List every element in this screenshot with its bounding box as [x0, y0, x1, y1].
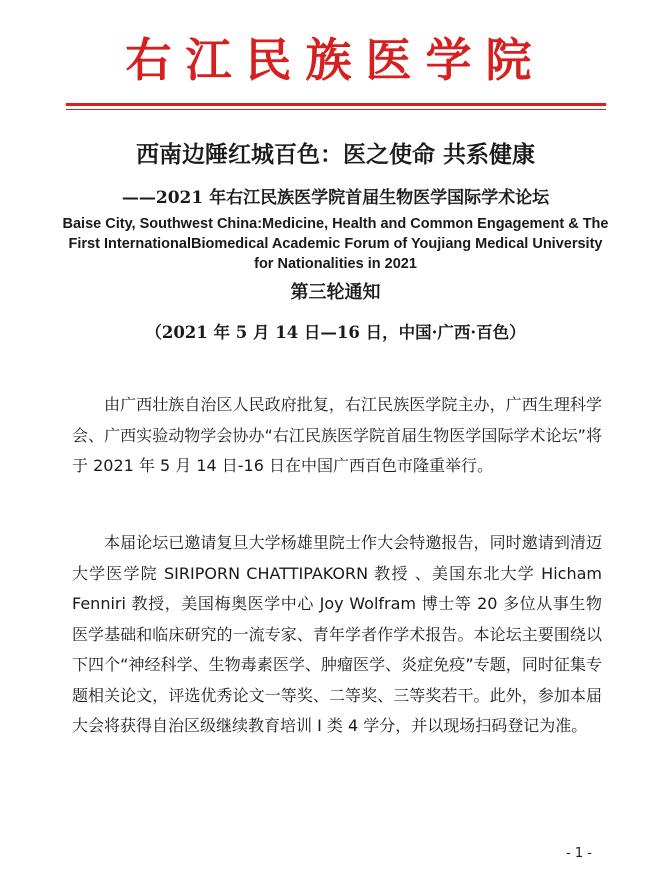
page-number: - 1 - [566, 846, 592, 861]
letterhead-rule-thick [66, 103, 606, 106]
event-dateline: （2021 年 5 月 14 日—16 日，中国·广西·百色） [145, 323, 526, 342]
english-title: Baise City, Southwest China:Medicine, Health and Common Engagement & The First InternationalBiomedical Academic Forum of Youjiang Medical University for Nationalities in 2021 [62, 216, 609, 272]
notice-heading: 第三轮通知 [290, 282, 381, 303]
document-subtitle: ——2021 年右江民族医学院首届生物医学国际学术论坛 [121, 188, 550, 208]
body-paragraph-2: 本届论坛已邀请复旦大学杨雄里院士作大会特邀报告，同时邀请到清迈大学医学院 SIRIPORN CHATTIPAKORN 教授 、美国东北大学 Hicham Fenniri 教授，美国梅奥医学中心 Joy Wolfram 博士等 20 多位从事生物医学基础和临床研究的一流专家、青年学者作学术报告。本论坛主要围绕以下四个“神经科学、生物毒素医学、肿瘤医学、炎症免疫”专题，同时征集专题相关论文，评选优秀论文一等奖、二等奖、三等奖若干。此外，参加本届大会将获得自治区级继续教育培训 I 类 4 学分，并以现场扫码登记为准。 [72, 533, 602, 735]
document-title: 西南边陲红城百色：医之使命 共系健康 [135, 141, 535, 168]
body-paragraph-1: 由广西壮族自治区人民政府批复，右江民族医学院主办，广西生理科学会、广西实验动物学会协办“右江民族医学院首届生物医学国际学术论坛”将于 2021 年 5 月 14 日-16 日在中国广西百色市隆重举行。 [72, 395, 602, 475]
letterhead-rule-thin [66, 109, 606, 110]
letterhead-institution-name: 右江民族医学院 [125, 33, 546, 87]
